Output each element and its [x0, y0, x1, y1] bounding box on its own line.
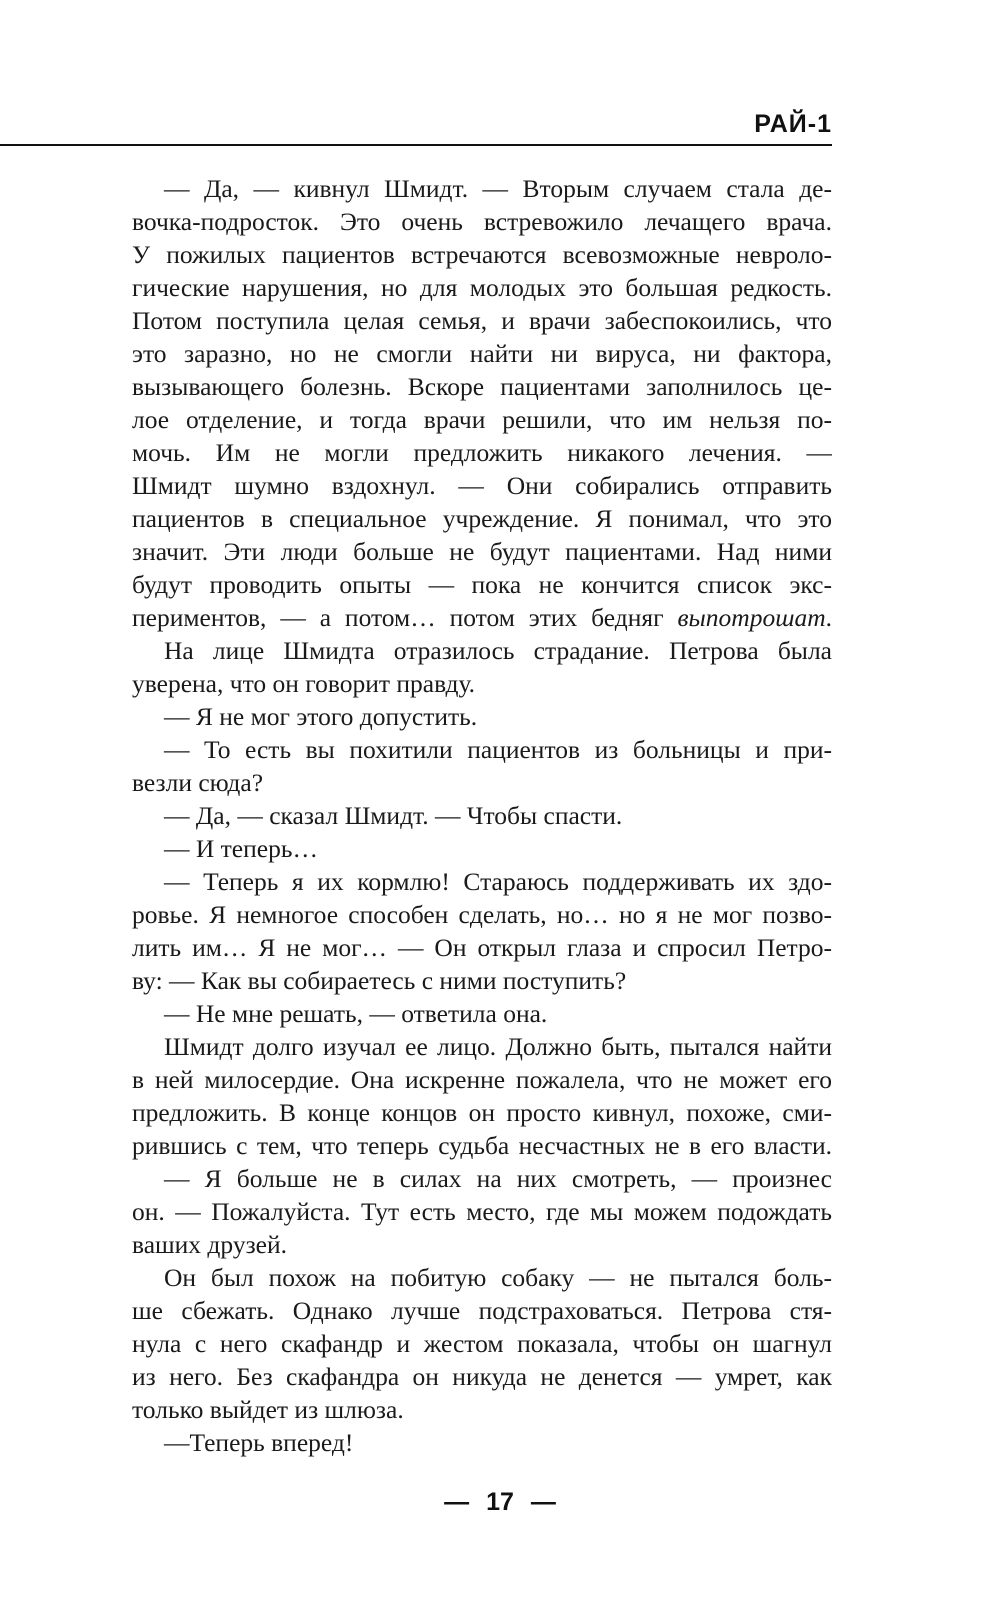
- text-line: —Теперь вперед!: [164, 1428, 354, 1457]
- text-line: предложить. В конце концов он просто кивнул, похоже, сми-: [132, 1098, 832, 1127]
- text-line: Он был похож на побитую собаку — не пытался боль-: [164, 1263, 832, 1292]
- folio-dash-right: —: [530, 1488, 556, 1516]
- text-line: значит. Эти люди больше не будут пациентами. Над ними: [132, 537, 832, 566]
- text-line: — Да, — кивнул Шмидт. — Вторым случаем стала де-: [164, 174, 832, 203]
- text-line: — Я не мог этого допустить.: [164, 702, 478, 731]
- text-line: У пожилых пациентов встречаются всевозможные невроло-: [132, 240, 832, 269]
- text-line: это заразно, но не смогли найти ни вируса, ни фактора,: [132, 339, 832, 368]
- page-number: 17: [486, 1488, 514, 1516]
- text-line: везли сюда?: [132, 768, 264, 797]
- text-line: он. — Пожалуйста. Тут есть место, где мы можем подождать: [132, 1197, 832, 1226]
- text-line: в ней милосердие. Она искренне пожалела, что не может его: [132, 1065, 832, 1094]
- text-line: — Я больше не в силах на них смотреть, — произнес: [164, 1164, 832, 1193]
- text-line: — Теперь я их кормлю! Стараюсь поддерживать их здо-: [164, 867, 832, 896]
- text-line: уверена, что он говорит правду.: [132, 669, 476, 698]
- text-line: — Не мне решать, — ответила она.: [164, 999, 548, 1028]
- text-line: из него. Без скафандра он никуда не денется — умрет, как: [132, 1362, 832, 1391]
- page-number-footer: [0, 1488, 1000, 1517]
- running-head: [0, 104, 832, 148]
- text-line: Потом поступила целая семья, и врачи забеспокоились, что: [132, 306, 832, 335]
- text-line: периментов, — а потом… потом этих бедняг выпотрошат.: [132, 603, 832, 632]
- running-title: РАЙ-1: [754, 110, 832, 138]
- text-line: только выйдет из шлюза.: [132, 1395, 404, 1424]
- text-line: вызывающего болезнь. Вскоре пациентами заполнилось це-: [132, 372, 832, 401]
- text-line: ровье. Я немногое способен сделать, но… но я не мог позво-: [132, 900, 832, 929]
- text-line: будут проводить опыты — пока не кончится список экс-: [132, 570, 832, 599]
- text-line: лое отделение, и тогда врачи решили, что им нельзя по-: [132, 405, 832, 434]
- text-line: мочь. Им не могли предложить никакого лечения. —: [132, 438, 832, 467]
- text-line: Шмидт шумно вздохнул. — Они собирались отправить: [132, 471, 832, 500]
- body-text: [132, 172, 832, 1459]
- text-line: ше сбежать. Однако лучше подстраховаться. Петрова стя-: [132, 1296, 832, 1325]
- text-line: ву: — Как вы собираетесь с ними поступить?: [132, 966, 627, 995]
- text-line: — То есть вы похитили пациентов из больницы и при-: [164, 735, 832, 764]
- text-line: Шмидт долго изучал ее лицо. Должно быть, пытался найти: [164, 1032, 832, 1061]
- folio-dash-left: —: [444, 1488, 470, 1516]
- text-line: ваших друзей.: [132, 1230, 287, 1259]
- text-line: — Да, — сказал Шмидт. — Чтобы спасти.: [164, 801, 623, 830]
- header-rule: [0, 144, 832, 146]
- text-line: рившись с тем, что теперь судьба несчастных не в его власти.: [132, 1131, 832, 1160]
- text-line: гические нарушения, но для молодых это большая редкость.: [132, 273, 832, 302]
- text-line: пациентов в специальное учреждение. Я понимал, что это: [132, 504, 832, 533]
- text-line: — И теперь…: [164, 834, 318, 863]
- text-line: вочка-подросток. Это очень встревожило лечащего врача.: [132, 207, 832, 236]
- text-line: лить им… Я не мог… — Он открыл глаза и спросил Петро-: [132, 933, 832, 962]
- text-line: нула с него скафандр и жестом показала, чтобы он шагнул: [132, 1329, 832, 1358]
- text-line: На лице Шмидта отразилось страдание. Петрова была: [164, 636, 832, 665]
